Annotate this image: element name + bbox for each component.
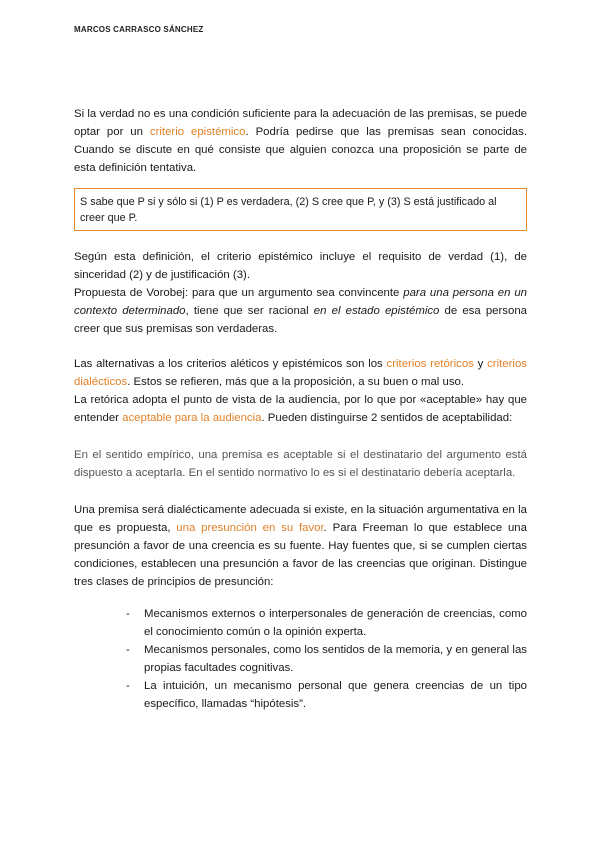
p3-text-a: Propuesta de Vorobej: para que un argumento sea convincente (74, 287, 404, 299)
paragraph-definition-requirements: Según esta definición, el criterio epistémico incluye el requisito de verdad (1), de sinceridad (2) y de justificación (3). (74, 251, 527, 281)
p7-text-b: . Para Freeman lo que establece una presunción a favor de una creencia es su fuente. Hay fuentes que, si se cumplen ciertas condiciones, establecen una presunción a favor de las creencias que originan. Distingue tres clases de principios de presunción: (74, 522, 527, 588)
p1-text-b: . Podría pedirse que las premisas sean conocidas. Cuando se discute en qué consiste que alguien conozca una proposición se parte de esta definición tentativa. (74, 126, 528, 174)
definition-box: S sabe que P si y sólo si (1) P es verdadera, (2) S cree que P, y (3) S está justificado al creer que P. (74, 188, 527, 231)
list-item (126, 605, 527, 641)
dash-bullet: - (126, 644, 130, 656)
highlight-criterios-dialecticos: criterios dialécticos (74, 358, 527, 388)
p5-text-b: . Pueden distinguirse 2 sentidos de aceptabilidad: (261, 412, 513, 424)
p3-text-c: de esa persona creer que sus premisas son verdaderas. (74, 305, 527, 335)
list-item-text: Mecanismos externos o interpersonales de generación de creencias, como el conocimiento común o la opinión experta. (144, 608, 527, 638)
p3-text-b: , tiene que ser racional (185, 305, 314, 317)
list-item-text: La intuición, un mecanismo personal que genera creencias de un tipo específico, llamadas “hipótesis”. (144, 680, 527, 710)
dash-bullet: - (126, 608, 130, 620)
p4-text-a: Las alternativas a los criterios aléticos y epistémicos son los (74, 358, 387, 370)
paragraph-dialectic (74, 501, 527, 591)
highlight-presuncion: una presunción en su favor (176, 522, 324, 534)
list-item (126, 677, 527, 713)
p4-text-c: . Estos se refieren, más que a la proposición, a su buen o mal uso. (127, 376, 465, 388)
paragraph-alternatives (74, 355, 527, 391)
list-item-text: Mecanismos personales, como los sentidos de la memoria, y en general las propias facultades cognitivas. (144, 644, 527, 674)
p1-text-a: Si la verdad no es una condición suficiente para la adecuación de las premisas, se puede optar por un (74, 108, 527, 138)
p3-emphasis-1: para una persona en un contexto determinado (74, 287, 527, 317)
p5-text-a: La retórica adopta el punto de vista de la audiencia, por lo que por «aceptable» hay que entender (74, 394, 527, 424)
presumption-principles-list (74, 605, 527, 713)
p4-text-b: y (473, 358, 488, 370)
paragraph-epistemic-criterion (74, 105, 527, 177)
dash-bullet: - (126, 680, 130, 692)
paragraph-rhetoric (74, 391, 527, 427)
author-header: MARCOS CARRASCO SÁNCHEZ (74, 25, 204, 34)
document-body (74, 105, 527, 713)
p3-emphasis-2: en el estado epistémico (313, 305, 440, 317)
paragraph-vorobej (74, 284, 527, 338)
list-item (126, 641, 527, 677)
highlight-criterio-epistemico: criterio epistémico (149, 126, 246, 138)
p7-text-a: Una premisa será dialécticamente adecuada si existe, en la situación argumentativa en la que es propuesta, (74, 504, 527, 534)
highlight-criterios-retoricos: criterios retóricos (386, 358, 474, 370)
highlight-aceptable-audiencia: aceptable para la audiencia (122, 412, 262, 424)
paragraph-senses: En el sentido empírico, una premisa es aceptable si el destinatario del argumento está dispuesto a aceptarla. En el sentido normativo lo es si el destinatario debería aceptarla. (74, 449, 527, 479)
